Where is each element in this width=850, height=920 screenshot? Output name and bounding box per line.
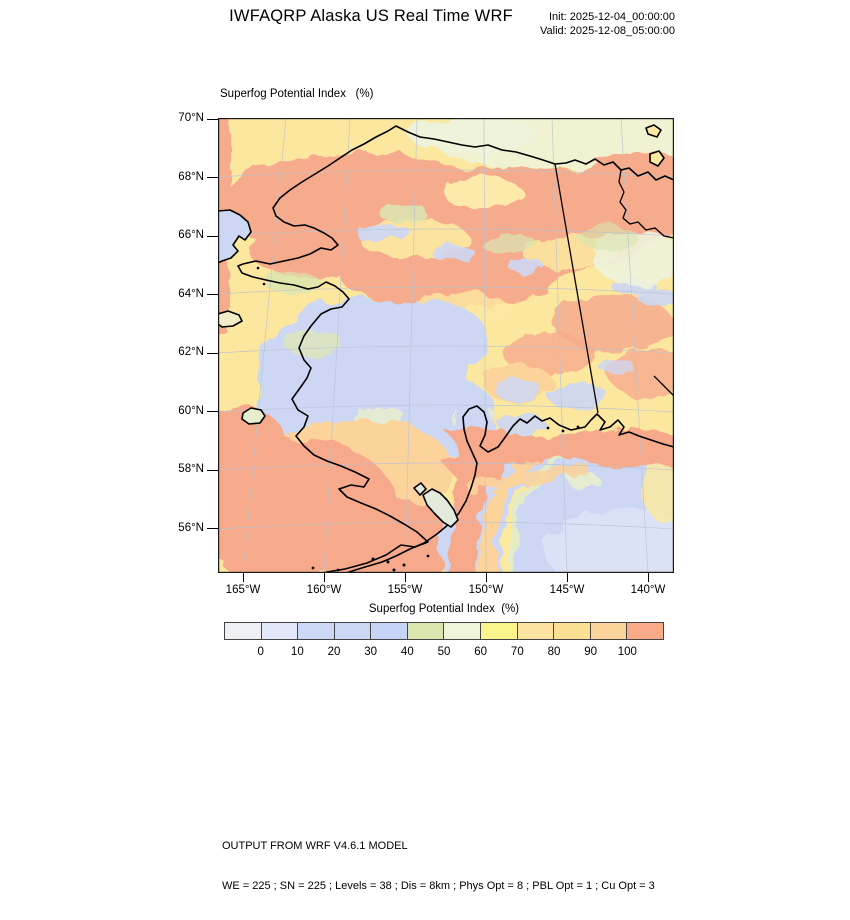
lon-tick xyxy=(648,573,649,582)
lat-tick xyxy=(207,470,218,471)
colorbar-tick-label: 10 xyxy=(290,646,304,658)
colorbar-cell xyxy=(627,623,663,639)
colorbar-tick-label: 100 xyxy=(617,646,637,658)
lon-label: 155°W xyxy=(387,584,423,596)
colorbar-cell xyxy=(371,623,408,639)
lat-tick xyxy=(207,119,218,120)
lon-label: 160°W xyxy=(306,584,342,596)
lon-label: 150°W xyxy=(468,584,504,596)
colorbar-tick-label: 20 xyxy=(327,646,341,658)
lat-tick xyxy=(207,411,218,412)
colorbar-cell xyxy=(444,623,481,639)
colorbar-tick-label: 30 xyxy=(364,646,378,658)
colorbar-cell xyxy=(225,623,262,639)
lat-label: 68°N xyxy=(178,170,204,183)
colorbar-cell xyxy=(408,623,445,639)
footer-line2: WE = 225 ; SN = 225 ; Levels = 38 ; Dis = 8km ; Phys Opt = 8 ; PBL Opt = 1 ; Cu Opt = 3 xyxy=(222,880,655,893)
alaska-map xyxy=(218,118,674,573)
colorbar-tick-label: 40 xyxy=(400,646,414,658)
lat-tick xyxy=(207,236,218,237)
lat-label: 66°N xyxy=(178,229,204,241)
colorbar-title: Superfog Potential Index (%) xyxy=(368,603,520,615)
lon-tick xyxy=(324,573,325,582)
field-label: Superfog Potential Index (%) xyxy=(220,88,374,100)
footer-text xyxy=(222,814,655,920)
colorbar-cell xyxy=(481,623,518,639)
init-time: Init: 2025-12-04_00:00:00 xyxy=(549,11,675,23)
colorbar-tick-label: 80 xyxy=(547,646,561,658)
colorbar-tick-label: 50 xyxy=(437,646,451,658)
map-area xyxy=(218,118,674,573)
lat-label: 58°N xyxy=(178,463,204,475)
colorbar-cell xyxy=(554,623,591,639)
lat-label: 56°N xyxy=(178,521,204,534)
lat-label: 70°N xyxy=(178,112,204,124)
lon-label: 165°W xyxy=(225,584,261,596)
lat-tick xyxy=(207,353,218,354)
lon-label: 140°W xyxy=(630,584,666,596)
colorbar-cell xyxy=(518,623,555,639)
valid-time: Valid: 2025-12-08_05:00:00 xyxy=(540,24,675,37)
lon-tick xyxy=(405,573,406,582)
lat-tick xyxy=(207,177,218,178)
colorbar xyxy=(224,622,664,640)
model-times xyxy=(443,11,675,38)
lat-label: 60°N xyxy=(178,404,204,417)
footer-line1: OUTPUT FROM WRF V4.6.1 MODEL xyxy=(222,840,408,853)
lat-label: 64°N xyxy=(178,287,204,300)
colorbar-cell xyxy=(591,623,628,639)
colorbar-tick-label: 70 xyxy=(510,646,524,658)
lon-tick xyxy=(486,573,487,582)
lat-tick xyxy=(207,294,218,295)
colorbar-cell xyxy=(335,623,372,639)
lon-tick xyxy=(243,573,244,582)
colorbar-tick-label: 60 xyxy=(474,646,488,658)
colorbar-tick-label: 90 xyxy=(584,646,598,658)
lat-tick xyxy=(207,528,218,529)
page-title: IWFAQRP Alaska US Real Time WRF xyxy=(229,7,513,25)
field-raster xyxy=(188,108,738,623)
colorbar-cell xyxy=(262,623,299,639)
lat-label: 62°N xyxy=(178,346,204,358)
lon-label: 145°W xyxy=(549,584,585,596)
colorbar-cell xyxy=(298,623,335,639)
colorbar-tick-label: 0 xyxy=(257,646,264,658)
lon-tick xyxy=(567,573,568,582)
